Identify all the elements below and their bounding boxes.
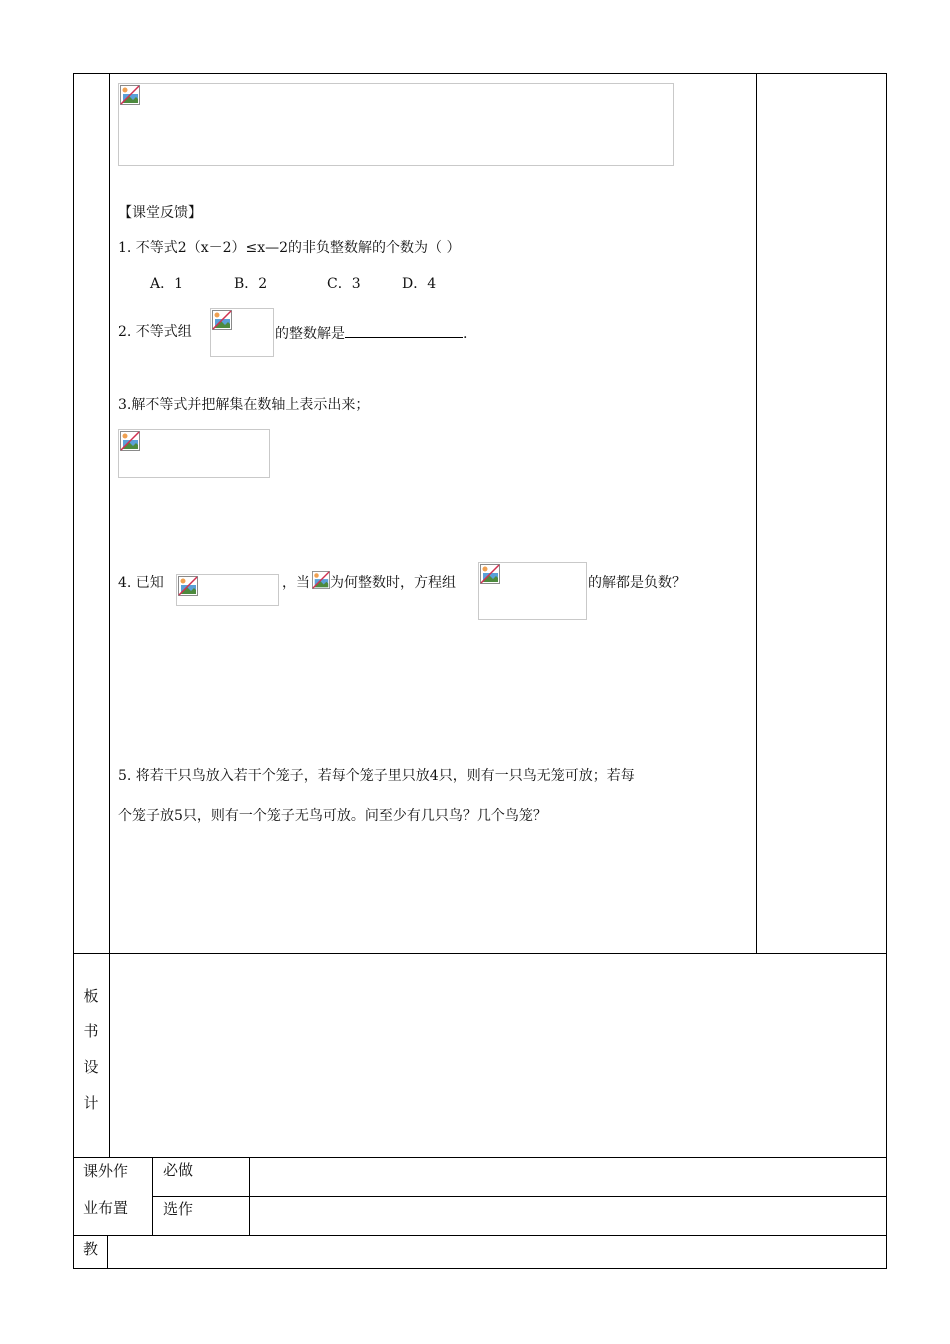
homework-mid-line — [152, 1196, 887, 1197]
board-label-char-1: 板 — [83, 987, 99, 1005]
board-row-top — [73, 953, 887, 954]
notes-column-divider — [756, 73, 757, 953]
table-right-border — [886, 73, 887, 1269]
broken-image-icon — [178, 576, 198, 596]
question-3: 3.解不等式并把解集在数轴上表示出来； — [118, 397, 370, 413]
broken-image-icon — [480, 564, 500, 584]
homework-optional-label: 选作 — [163, 1200, 194, 1218]
question-1: 1. 不等式2（x－2）≤x—2的非负整数解的个数为（ ） — [118, 240, 461, 256]
table-bottom-border — [73, 1268, 887, 1269]
homework-row-top — [73, 1157, 887, 1158]
reflection-row-top — [73, 1235, 887, 1236]
broken-image-icon — [212, 310, 232, 330]
question-4-prefix: 4. 已知 — [118, 575, 164, 591]
reflection-label-divider — [107, 1235, 108, 1269]
label-column-divider-top — [109, 73, 110, 1157]
question-5-line-2: 个笼子放5只，则有一个笼子无鸟可放。问至少有几只鸟？几个鸟笼？ — [118, 808, 547, 824]
top-image-placeholder — [118, 83, 674, 166]
table-top-border — [73, 73, 887, 74]
q2-suffix-text: 的整数解是 — [275, 326, 345, 342]
q3-inequality-image — [118, 429, 270, 478]
q2-answer-blank[interactable] — [345, 325, 463, 338]
question-2-suffix — [275, 325, 467, 341]
q1-option-d: D．4 — [402, 276, 437, 292]
question-4-mid2: 为何整数时，方程组 — [330, 575, 456, 591]
q1-option-b: B．2 — [234, 276, 268, 292]
homework-required-label: 必做 — [163, 1161, 194, 1179]
broken-image-icon — [312, 571, 330, 589]
q1-option-a: A．1 — [150, 276, 184, 292]
question-5-line-1: 5. 将若干只鸟放入若干个笼子，若每个笼子里只放4只，则有一只鸟无笼可放；若每 — [118, 768, 635, 784]
homework-label-line-1: 课外作 — [83, 1162, 129, 1180]
board-label-char-3: 设 — [83, 1058, 99, 1076]
question-2-prefix: 2. 不等式组 — [118, 324, 192, 340]
question-4-suffix: 的解都是负数？ — [588, 575, 686, 591]
board-label-char-4: 计 — [83, 1094, 99, 1112]
board-label-char-2: 书 — [83, 1022, 99, 1040]
question-4-mid1: ，当 — [282, 575, 310, 591]
broken-image-icon — [120, 85, 140, 105]
broken-image-icon — [120, 431, 140, 451]
reflection-label: 教 — [83, 1240, 99, 1258]
q1-option-c: C．3 — [327, 276, 361, 292]
table-left-border — [73, 73, 74, 1269]
q4-condition-image — [176, 574, 279, 606]
q2-end-period: . — [463, 326, 468, 342]
q2-inequality-image — [210, 308, 274, 357]
homework-label-line-2: 业布置 — [83, 1199, 129, 1217]
q4-equation-system-image — [478, 562, 587, 620]
feedback-heading: 【课堂反馈】 — [118, 205, 202, 221]
